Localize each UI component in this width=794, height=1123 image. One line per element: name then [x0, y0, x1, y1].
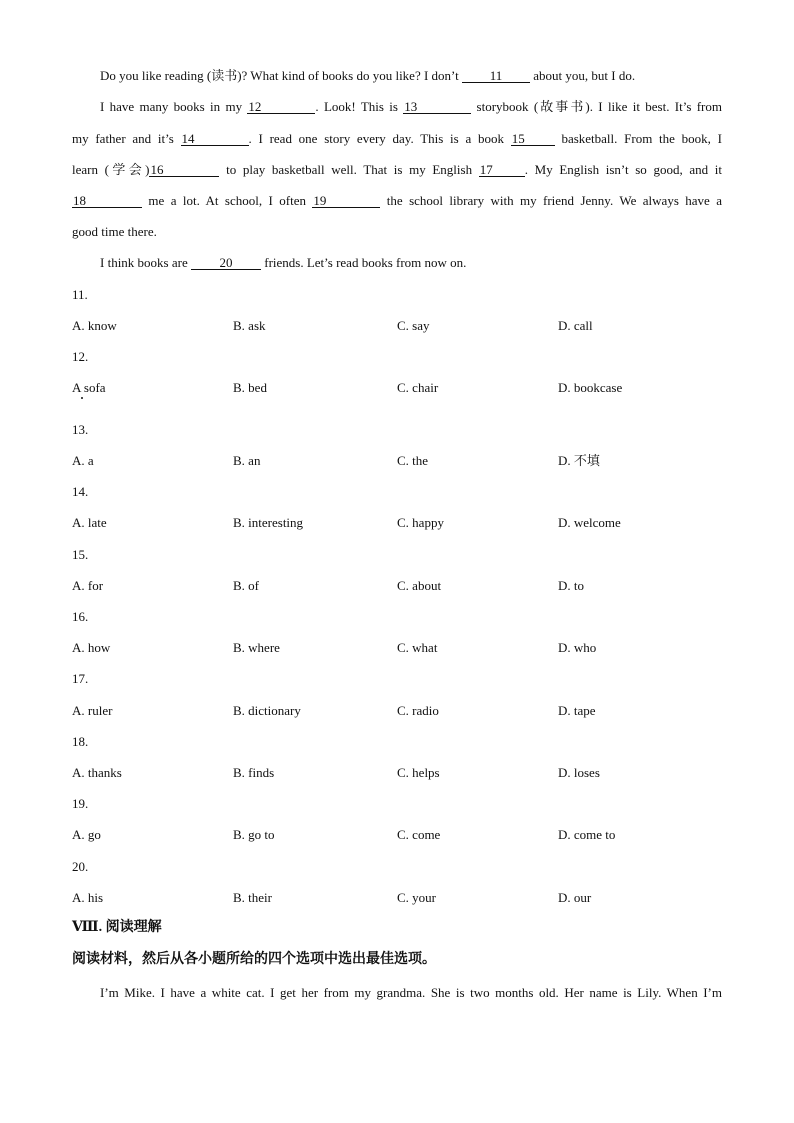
passage-text: storybook (故事书). I like it best. It’s from — [471, 99, 722, 114]
option-18-b[interactable]: B. finds — [233, 765, 275, 780]
option-19-d[interactable]: D. come to — [558, 827, 616, 842]
passage-line-7 — [100, 255, 722, 271]
option-13-c[interactable]: C. the — [397, 453, 429, 468]
option-14-c[interactable]: C. happy — [397, 515, 444, 530]
question-number-16: 16. — [72, 609, 89, 624]
question-number-17: 17. — [72, 671, 89, 686]
blank-13: 13 — [403, 100, 471, 114]
question-number-12: 12. — [72, 349, 89, 364]
option-12-c[interactable]: C. chair — [397, 380, 439, 395]
passage-text: I have many books in my — [100, 99, 248, 114]
blank-19: 19 — [312, 194, 380, 208]
blank-17: 17 — [479, 163, 525, 177]
passage-line-4 — [72, 162, 722, 178]
passage-text: good time there. — [72, 224, 157, 239]
option-12-d[interactable]: D. bookcase — [558, 380, 623, 395]
blank-12: 12 — [247, 100, 315, 114]
blank-20: 20 — [191, 256, 261, 270]
passage-line-5 — [72, 193, 722, 209]
option-19-a[interactable]: A. go — [72, 827, 101, 842]
passage-line-3 — [72, 131, 722, 147]
passage-text: to play basketball well. That is my English — [219, 162, 479, 177]
question-number-11: 11. — [72, 287, 88, 302]
section-instruction: 阅读材料，然后从各小题所给的四个选项中选出最佳选项。 — [72, 952, 436, 967]
section-title: Ⅷ. 阅读理解 — [72, 920, 162, 935]
passage-text: learn (学会) — [72, 162, 150, 177]
option-17-c[interactable]: C. radio — [397, 703, 439, 718]
option-16-b[interactable]: B. where — [233, 640, 280, 655]
question-number-20: 20. — [72, 859, 89, 874]
reading-text: I’m Mike. I have a white cat. I get her from my grandma. She is two months old. Her name is Lily. When I’m — [100, 985, 722, 1000]
option-18-c[interactable]: C. helps — [397, 765, 440, 780]
passage-text: about you, but I do. — [530, 68, 636, 83]
question-number-15: 15. — [72, 547, 89, 562]
option-20-d[interactable]: D. our — [558, 890, 592, 905]
option-11-a[interactable]: A. know — [72, 318, 117, 333]
option-14-b[interactable]: B. interesting — [233, 515, 304, 530]
passage-text: . My English isn’t so good, and it — [524, 162, 722, 177]
passage-text: . Look! This is — [315, 99, 404, 114]
option-18-a[interactable]: A. thanks — [72, 765, 122, 780]
option-13-a[interactable]: A. a — [72, 453, 94, 468]
option-20-a[interactable]: A. his — [72, 890, 104, 905]
blank-16: 16 — [149, 163, 219, 177]
passage-text: the school library with my friend Jenny. We always have a — [380, 193, 722, 208]
option-11-b[interactable]: B. ask — [233, 318, 266, 333]
option-19-b[interactable]: B. go to — [233, 827, 275, 842]
option-18-d[interactable]: D. loses — [558, 765, 600, 780]
option-11-c[interactable]: C. say — [397, 318, 430, 333]
option-13-b[interactable]: B. an — [233, 453, 261, 468]
option-11-d[interactable]: D. call — [558, 318, 593, 333]
reading-passage-line-1 — [100, 985, 722, 1001]
passage-text: me a lot. At school, I often — [142, 193, 313, 208]
blank-15: 15 — [511, 132, 555, 146]
blank-18: 18 — [72, 194, 142, 208]
passage-text: basketball. From the book, I — [554, 131, 722, 146]
option-14-a[interactable]: A. late — [72, 515, 107, 530]
passage-text: Do you like reading (读书)? What kind of books do you like? I don’t — [100, 68, 463, 83]
option-17-b[interactable]: B. dictionary — [233, 703, 301, 718]
passage-line-1 — [100, 68, 722, 84]
option-17-a[interactable]: A. ruler — [72, 703, 113, 718]
option-15-b[interactable]: B. of — [233, 578, 259, 593]
passage-line-6 — [72, 224, 722, 240]
passage-text: I think books are — [100, 255, 191, 270]
passage-text: . I read one story every day. This is a book — [248, 131, 511, 146]
blank-14: 14 — [181, 132, 249, 146]
option-12-a[interactable]: A sofa — [72, 380, 106, 395]
option-20-b[interactable]: B. their — [233, 890, 272, 905]
question-number-19: 19. — [72, 796, 89, 811]
passage-text: friends. Let’s read books from now on. — [260, 255, 467, 270]
option-17-d[interactable]: D. tape — [558, 703, 596, 718]
passage-text: my father and it’s — [72, 131, 181, 146]
option-15-c[interactable]: C. about — [397, 578, 442, 593]
option-13-d[interactable]: D. 不填 — [558, 453, 600, 468]
stray-dot-mark — [81, 397, 83, 399]
option-14-d[interactable]: D. welcome — [558, 515, 621, 530]
option-16-c[interactable]: C. what — [397, 640, 438, 655]
question-number-14: 14. — [72, 484, 89, 499]
option-12-b[interactable]: B. bed — [233, 380, 267, 395]
option-20-c[interactable]: C. your — [397, 890, 436, 905]
question-number-13: 13. — [72, 422, 89, 437]
question-number-18: 18. — [72, 734, 89, 749]
blank-11: 11 — [462, 69, 530, 83]
option-15-a[interactable]: A. for — [72, 578, 104, 593]
option-15-d[interactable]: D. to — [558, 578, 584, 593]
option-16-a[interactable]: A. how — [72, 640, 111, 655]
option-16-d[interactable]: D. who — [558, 640, 597, 655]
passage-line-2 — [100, 99, 722, 115]
option-19-c[interactable]: C. come — [397, 827, 441, 842]
